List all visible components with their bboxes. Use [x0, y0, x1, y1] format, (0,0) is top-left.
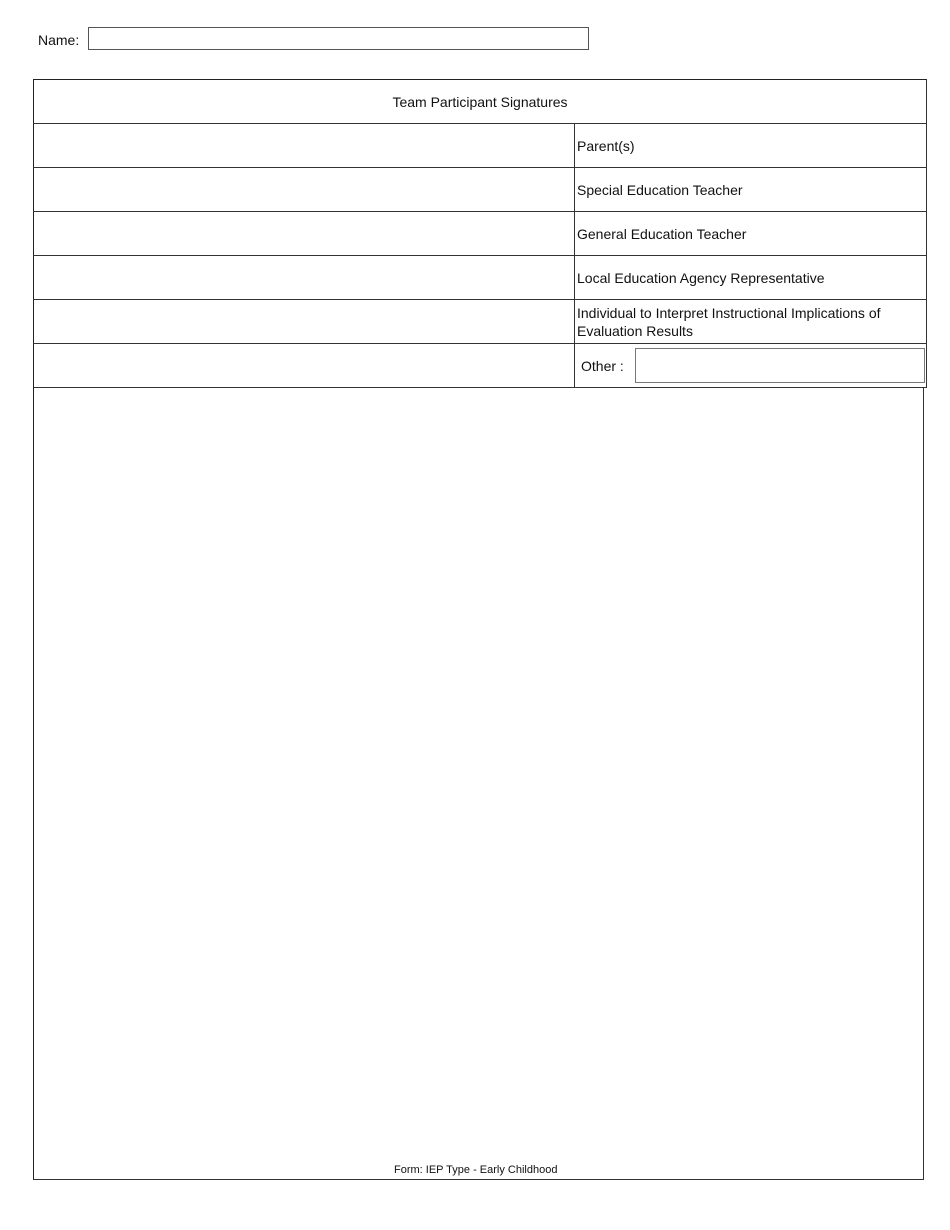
name-input[interactable] [88, 27, 589, 50]
role-label: Special Education Teacher [575, 168, 927, 212]
signatures-table [33, 79, 927, 388]
signature-field-lea-rep[interactable] [34, 256, 575, 300]
other-label: Other : [581, 357, 624, 374]
table-row [34, 344, 927, 388]
table-row [34, 300, 927, 344]
other-cell [575, 344, 927, 388]
signature-field-general-ed-teacher[interactable] [34, 212, 575, 256]
role-label: Parent(s) [575, 124, 927, 168]
role-label: Individual to Interpret Instructional Implications of Evaluation Results [575, 300, 927, 344]
signature-field-special-ed-teacher[interactable] [34, 168, 575, 212]
table-row [34, 168, 927, 212]
signature-field-other[interactable] [34, 344, 575, 388]
role-label: Local Education Agency Representative [575, 256, 927, 300]
form-footer: Form: IEP Type - Early Childhood [394, 1164, 558, 1176]
content-area [33, 387, 924, 1180]
table-row [34, 212, 927, 256]
signature-field-interpreter[interactable] [34, 300, 575, 344]
table-row [34, 124, 927, 168]
table-row [34, 256, 927, 300]
other-input[interactable] [635, 348, 925, 383]
role-label: General Education Teacher [575, 212, 927, 256]
signature-field-parents[interactable] [34, 124, 575, 168]
table-title: Team Participant Signatures [34, 80, 927, 124]
name-label: Name: [38, 32, 80, 48]
